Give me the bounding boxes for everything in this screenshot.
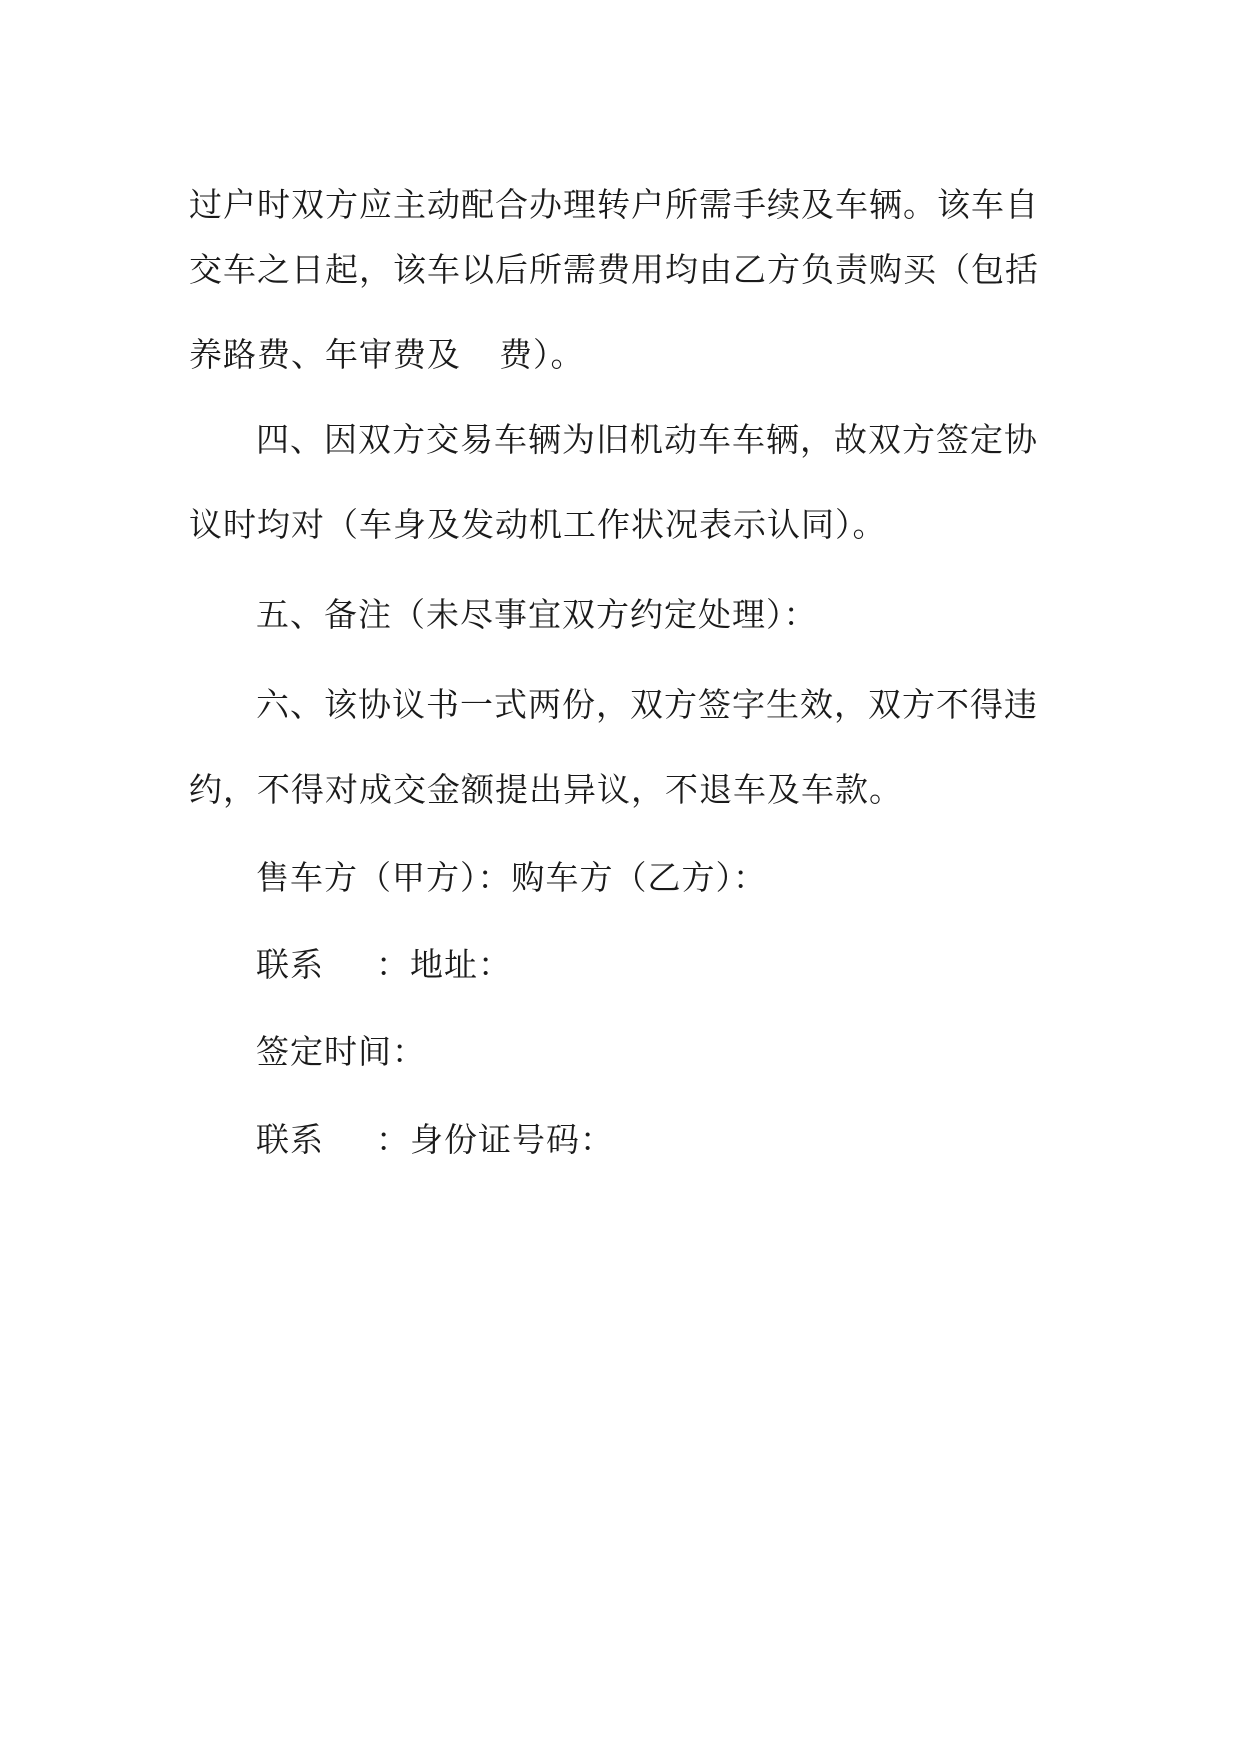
clause-six: 六、该协议书一式两份，双方签字生效，双方不得违 — [256, 685, 1038, 724]
paragraph-line: 议时均对（车身及发动机工作状况表示认同）。 — [189, 505, 887, 544]
contact-address-line — [256, 945, 1096, 985]
address-label: ：地址： — [376, 945, 512, 984]
signature-parties: 售车方（甲方）：购车方（乙方）： — [256, 858, 767, 897]
contact-label: 联系 — [256, 945, 324, 984]
clause-four: 四、因双方交易车辆为旧机动车车辆，故双方签定协 — [256, 420, 1038, 459]
paragraph-line: 交车之日起，该车以后所需费用均由乙方负责购买（包括 — [189, 250, 1039, 289]
line-text: 费）。 — [499, 335, 585, 374]
line-text: 养路费、年审费及 — [189, 335, 461, 374]
paragraph-line — [189, 335, 1029, 375]
id-number-label: ：身份证号码： — [376, 1120, 614, 1159]
contact-label: 联系 — [256, 1120, 324, 1159]
paragraph-line: 约，不得对成交金额提出异议，不退车及车款。 — [189, 770, 903, 809]
clause-five: 五、备注（未尽事宜双方约定处理）： — [256, 595, 818, 634]
sign-date-line: 签定时间： — [256, 1032, 426, 1071]
contact-id-line — [256, 1120, 1096, 1160]
paragraph-line: 过户时双方应主动配合办理转户所需手续及车辆。该车自 — [189, 185, 1039, 224]
